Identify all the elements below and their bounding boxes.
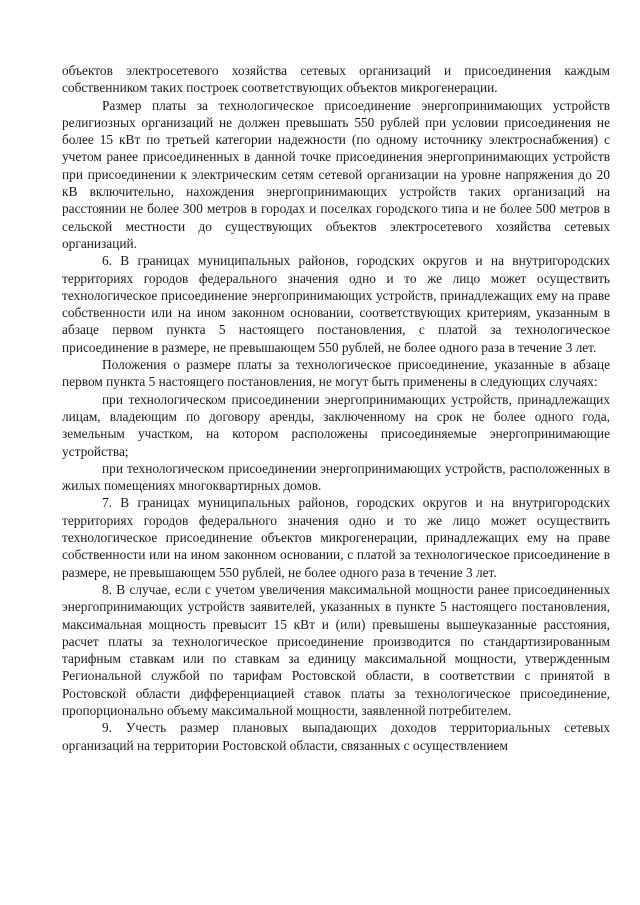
paragraph-clause-8: 8. В случае, если с учетом увеличения максимальной мощности ранее присоединенных энергопринимающих устройств заявителей, указанных в пункте 5 настоящего постановления, максимальная мощность превысит 15 кВт и (или) превышены вышеуказанные расстояния, расчет платы за технологическое присоединение производится по стандартизированным тарифным ставкам или по ставкам за единицу максимальной мощности, утвержденным Региональной службой по тарифам Ростовской области, в соответствии с принятой в Ростовской области дифференциацией ставок платы за технологическое присоединение, пропорционально объему максимальной мощности, заявленной потребителем. [62,581,610,718]
paragraph-continuation: объектов электросетевого хозяйства сетевых организаций и присоединения каждым собственником таких построек соответствующих объектов микрогенерации. [62,63,610,96]
paragraph-clause-7: 7. В границах муниципальных районов, городских округов и на внутригородских территориях городов федерального значения одно и то же лицо может осуществить технологическое присоединение объектов микрогенерации, принадлежащих ему на праве собственности или на ином законном основании, с платой за технологическое присоединение в размере, не превышающем 550 рублей, не более одного раза в течение 3 лет. [62,495,610,580]
paragraph-exception-lease: при технологическом присоединении энергопринимающих устройств, принадлежащих лицам, владеющим по договору аренды, заключенному на срок не более одного года, земельным участком, на котором расположены присоединяемые энергопринимающие устройства; [62,391,610,459]
paragraph-fee-exceptions: Положения о размере платы за технологическое присоединение, указанные в абзаце первом пункта 5 настоящего постановления, не могут быть применены в следующих случаях: [62,357,610,390]
paragraph-clause-9: 9. Учесть размер плановых выпадающих доходов территориальных сетевых организаций на территории Ростовской области, связанных с осуществлением [62,720,610,753]
paragraph-religious-organizations-fee: Размер платы за технологическое присоединение энергопринимающих устройств религиозных организаций не должен превышать 550 рублей при условии присоединения не более 15 кВт по третьей категории надежности (по одному источнику электроснабжения) с учетом ранее присоединенных в данной точке присоединения энергопринимающих устройств при присоединении к электрическим сетям сетевой организации на уровне напряжения до 20 кВ включительно, нахождения энергопринимающих устройств таких организаций на расстоянии не более 300 метров в городах и поселках городского типа и не более 500 метров в сельской местности до существующих объектов электросетевого хозяйства сетевых организаций. [62,97,610,251]
paragraph-clause-6: 6. В границах муниципальных районов, городских округов и на внутригородских территориях городов федерального значения одно и то же лицо может осуществить технологическое присоединение энергопринимающих устройств, принадлежащих ему на праве собственности или на ином законном основании, соответствующих критериям, указанным в абзаце первом пункта 5 настоящего постановления, с платой за технологическое присоединение в размере, не превышающем 550 рублей, не более одного раза в течение 3 лет. [62,253,610,355]
document-body [62,62,610,754]
paragraph-exception-apartments: при технологическом присоединении энергопринимающих устройств, расположенных в жилых помещениях многоквартирных домов. [62,460,610,494]
